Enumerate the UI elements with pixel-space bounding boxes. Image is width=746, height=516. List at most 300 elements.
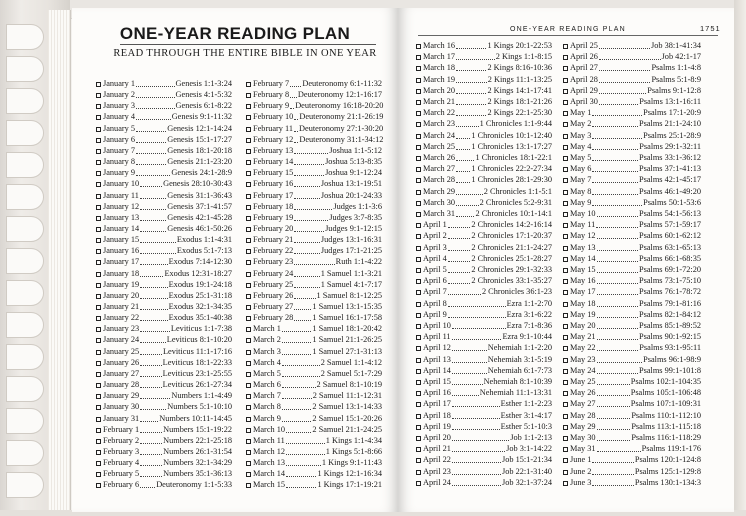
reading-entry [416,466,552,477]
checkbox-icon[interactable] [246,194,251,199]
reading-entry [563,174,701,185]
reading-entry [416,387,552,398]
checkbox-icon[interactable] [246,82,251,87]
checkbox-icon[interactable] [246,338,251,343]
checkbox-icon[interactable] [96,160,101,165]
checkbox-icon[interactable] [416,369,421,374]
checkbox-icon[interactable] [416,481,421,486]
checkbox-icon[interactable] [246,294,251,299]
entry-date: January 25 [103,346,140,356]
entry-date: March 25 [423,141,456,151]
checkbox-icon[interactable] [246,450,251,455]
checkbox-icon[interactable] [416,66,421,71]
checkbox-icon[interactable] [563,358,568,363]
dot-leader [456,70,486,71]
reading-entry [246,78,382,89]
reading-entry [246,268,382,279]
checkbox-icon[interactable] [416,78,421,83]
checkbox-icon[interactable] [563,234,568,239]
checkbox-icon[interactable] [563,167,568,172]
checkbox-icon[interactable] [563,425,568,430]
checkbox-icon[interactable] [246,327,251,332]
entry-reading: Esther 1:1-2:23 [500,399,552,409]
dot-leader [597,406,630,407]
checkbox-icon[interactable] [563,436,568,441]
checkbox-icon[interactable] [246,115,251,120]
reading-entry [96,245,232,256]
checkbox-icon[interactable] [246,283,251,288]
reading-entry [96,201,232,212]
checkbox-icon[interactable] [416,380,421,385]
reading-entry [563,298,701,309]
checkbox-icon[interactable] [96,82,101,87]
entry-reading: Psalms 82:1-84:12 [639,309,701,319]
entry-reading: Psalms 99:1-101:8 [639,365,701,375]
dot-leader [599,70,651,71]
checkbox-icon[interactable] [246,182,251,187]
reading-entry [416,130,552,141]
entry-date: April 30 [570,97,598,106]
checkbox-icon[interactable] [96,260,101,265]
thumb-tab [6,376,44,402]
reading-entry [96,223,232,234]
reading-entry [416,443,552,454]
checkbox-icon[interactable] [246,160,251,165]
entry-date: March 18 [423,63,456,73]
entry-date: January 9 [103,168,136,178]
reading-entry [246,457,382,468]
dot-leader [140,454,162,455]
entry-reading: Numbers 32:1-34:29 [163,458,232,468]
reading-entry [416,354,552,365]
checkbox-icon[interactable] [416,470,421,475]
checkbox-icon[interactable] [416,190,421,195]
entry-reading: Joshua 20:1-24:33 [320,190,382,200]
entry-reading: Numbers 35:1-36:13 [163,469,232,479]
checkbox-icon[interactable] [416,212,421,217]
checkbox-icon[interactable] [563,89,568,94]
entry-date: March 22 [423,108,456,118]
checkbox-icon[interactable] [246,104,251,109]
dot-leader [597,350,639,351]
checkbox-icon[interactable] [563,246,568,251]
entry-date: April 16 [423,388,451,398]
entry-date: January 5 [103,123,136,133]
checkbox-icon[interactable] [416,134,421,139]
checkbox-icon[interactable] [563,212,568,217]
checkbox-icon[interactable] [96,138,101,143]
entry-reading: 2 Kings 8:16-10:36 [487,63,552,73]
entry-date: February 9 [253,101,290,111]
checkbox-icon[interactable] [416,44,421,49]
entry-date: April 3 [423,242,447,252]
checkbox-icon[interactable] [96,294,101,299]
checkbox-icon[interactable] [563,44,568,49]
checkbox-icon[interactable] [416,257,421,262]
checkbox-icon[interactable] [416,156,421,161]
checkbox-icon[interactable] [563,290,568,295]
checkbox-icon[interactable] [416,100,421,105]
checkbox-icon[interactable] [96,316,101,321]
entry-date: February 28 [253,313,294,323]
checkbox-icon[interactable] [96,149,101,154]
reading-entry [96,446,232,457]
checkbox-icon[interactable] [416,324,421,329]
checkbox-icon[interactable] [416,425,421,430]
entry-date: February 10 [253,112,294,122]
entry-date: February 16 [253,179,294,189]
checkbox-icon[interactable] [96,227,101,232]
dot-leader [286,443,325,444]
checkbox-icon[interactable] [563,178,568,183]
checkbox-icon[interactable] [563,447,568,452]
checkbox-icon[interactable] [563,156,568,161]
checkbox-icon[interactable] [416,346,421,351]
entry-reading: Esther 5:1-10:3 [500,421,552,431]
thumb-tab [6,56,44,82]
checkbox-icon[interactable] [96,417,101,422]
checkbox-icon[interactable] [416,89,421,94]
checkbox-icon[interactable] [246,461,251,466]
dot-leader [456,48,486,49]
checkbox-icon[interactable] [416,458,421,463]
reading-entry [96,312,232,323]
checkbox-icon[interactable] [563,458,568,463]
entry-reading: Psalms 54:1-56:13 [639,209,701,218]
checkbox-icon[interactable] [563,402,568,407]
checkbox-icon[interactable] [96,171,101,176]
dot-leader [286,476,316,477]
checkbox-icon[interactable] [563,346,568,351]
checkbox-icon[interactable] [96,194,101,199]
checkbox-icon[interactable] [416,335,421,340]
checkbox-icon[interactable] [96,283,101,288]
checkbox-icon[interactable] [563,55,568,60]
checkbox-icon[interactable] [416,178,421,183]
checkbox-icon[interactable] [563,279,568,284]
checkbox-icon[interactable] [416,391,421,396]
checkbox-icon[interactable] [563,134,568,139]
entry-date: April 25 [570,41,598,50]
checkbox-icon[interactable] [246,249,251,254]
checkbox-icon[interactable] [563,369,568,374]
checkbox-icon[interactable] [416,268,421,273]
entry-reading: 1 Chronicles 13:1-17:27 [471,141,552,151]
entry-reading: 1 Samuel 1:1-3:21 [320,268,382,278]
checkbox-icon[interactable] [416,145,421,150]
checkbox-icon[interactable] [416,436,421,441]
reading-entry [563,365,701,376]
checkbox-icon[interactable] [246,483,251,488]
entry-date: April 5 [423,265,447,274]
checkbox-icon[interactable] [96,394,101,399]
checkbox-icon[interactable] [96,104,101,109]
checkbox-icon[interactable] [416,290,421,295]
reading-entry [246,368,382,379]
checkbox-icon[interactable] [246,350,251,355]
dot-leader [448,261,471,262]
checkbox-icon[interactable] [246,417,251,422]
checkbox-icon[interactable] [96,472,101,477]
dot-leader [599,59,661,60]
checkbox-icon[interactable] [416,223,421,228]
checkbox-icon[interactable] [96,405,101,410]
checkbox-icon[interactable] [246,216,251,221]
checkbox-icon[interactable] [96,428,101,433]
checkbox-icon[interactable] [563,145,568,150]
entry-date: March 7 [253,391,281,401]
dot-leader [452,462,501,463]
entry-reading: Exodus 32:1-34:35 [168,302,232,311]
checkbox-icon[interactable] [246,305,251,310]
checkbox-icon[interactable] [563,414,568,419]
dot-leader [140,443,162,444]
checkbox-icon[interactable] [563,313,568,318]
checkbox-icon[interactable] [416,279,421,284]
checkbox-icon[interactable] [416,447,421,452]
checkbox-icon[interactable] [96,205,101,210]
entry-date: March 4 [253,357,281,367]
entry-reading: Psalms 25:1-28:9 [643,130,701,140]
entry-reading: Psalms 113:1-115:18 [631,421,701,431]
entry-reading: Nehemiah 1:1-2:20 [487,343,552,353]
checkbox-icon[interactable] [563,257,568,262]
thumb-tab [6,216,44,242]
reading-entry [416,320,552,331]
checkbox-icon[interactable] [416,414,421,419]
entry-date: April 22 [423,455,451,465]
checkbox-icon[interactable] [96,461,101,466]
checkbox-icon[interactable] [96,305,101,310]
entry-reading: Psalms 60:1-62:12 [639,231,701,241]
checkbox-icon[interactable] [96,350,101,355]
entry-reading: Nehemiah 3:1-5:19 [487,354,552,364]
reading-entry [96,401,232,412]
entry-date: January 16 [103,246,140,256]
checkbox-icon[interactable] [246,149,251,154]
thumb-tab [6,472,44,498]
entry-reading: Job 42:1-17 [661,52,701,62]
checkbox-icon[interactable] [96,272,101,277]
checkbox-icon[interactable] [416,122,421,127]
dot-leader [136,142,166,143]
reading-entry [416,331,552,342]
reading-entry [563,141,701,152]
checkbox-icon[interactable] [96,327,101,332]
reading-entry [246,89,382,100]
checkbox-icon[interactable] [96,115,101,120]
checkbox-icon[interactable] [416,246,421,251]
reading-entry [416,219,552,230]
entry-date: April 9 [423,309,447,319]
checkbox-icon[interactable] [246,93,251,98]
checkbox-icon[interactable] [563,78,568,83]
checkbox-icon[interactable] [416,402,421,407]
checkbox-icon[interactable] [563,324,568,329]
checkbox-icon[interactable] [246,272,251,277]
checkbox-icon[interactable] [96,182,101,187]
checkbox-icon[interactable] [246,405,251,410]
reading-entry [416,118,552,129]
checkbox-icon[interactable] [416,167,421,172]
reading-entry [246,334,382,345]
dot-leader [140,276,163,277]
dot-leader [456,205,479,206]
checkbox-icon[interactable] [563,268,568,273]
reading-entry [246,346,382,357]
reading-entry [96,413,232,424]
checkbox-icon[interactable] [246,361,251,366]
checkbox-icon[interactable] [96,93,101,98]
entry-date: April 20 [423,433,451,442]
checkbox-icon[interactable] [563,223,568,228]
entry-date: January 20 [103,290,140,300]
dot-leader [599,48,650,49]
reading-entry [246,111,382,122]
entry-reading: Nehemiah 8:1-10:39 [483,377,552,386]
entry-date: April 4 [423,253,447,263]
dot-leader [456,138,470,139]
checkbox-icon[interactable] [563,111,568,116]
checkbox-icon[interactable] [246,127,251,132]
thumb-tab [6,24,44,50]
checkbox-icon[interactable] [246,238,251,243]
checkbox-icon[interactable] [246,138,251,143]
reading-entry [416,432,552,443]
reading-entry [246,357,382,368]
entry-reading: Exodus 35:1-40:38 [168,313,232,323]
entry-reading: Psalms 90:1-92:15 [639,332,701,342]
dot-leader [140,421,158,422]
checkbox-icon[interactable] [416,201,421,206]
checkbox-icon[interactable] [246,316,251,321]
checkbox-icon[interactable] [416,55,421,60]
dot-leader [140,342,166,343]
entry-date: May 31 [570,444,596,454]
reading-entry [246,301,382,312]
checkbox-icon[interactable] [416,313,421,318]
entry-date: February 25 [253,279,294,289]
checkbox-icon[interactable] [246,260,251,265]
dot-leader [140,409,166,410]
entry-date: March 11 [253,435,285,445]
checkbox-icon[interactable] [96,483,101,488]
entry-date: January 24 [103,335,140,345]
checkbox-icon[interactable] [246,171,251,176]
entry-date: February 4 [103,458,140,468]
dot-leader [452,339,502,340]
checkbox-icon[interactable] [246,428,251,433]
dot-leader [456,104,486,105]
checkbox-icon[interactable] [96,383,101,388]
entry-reading: Job 3:1-14:22 [506,444,552,454]
reading-entry [96,346,232,357]
entry-date: March 29 [423,186,456,196]
dot-leader [592,462,633,463]
dot-leader [294,253,320,254]
checkbox-icon[interactable] [563,391,568,396]
checkbox-icon[interactable] [96,361,101,366]
reading-entry [96,78,232,89]
checkbox-icon[interactable] [416,234,421,239]
entry-reading: 1 Chronicles 28:1-29:30 [471,175,552,185]
checkbox-icon[interactable] [563,481,568,486]
entry-date: May 23 [570,354,596,364]
checkbox-icon[interactable] [96,338,101,343]
entry-reading: Numbers 1:1-4:49 [171,391,232,401]
dot-leader [597,418,631,419]
checkbox-icon[interactable] [246,439,251,444]
reading-entry [416,309,552,320]
checkbox-icon[interactable] [96,216,101,221]
dot-leader [282,354,312,355]
entry-date: May 24 [570,365,596,375]
checkbox-icon[interactable] [563,66,568,71]
dot-leader [282,409,312,410]
checkbox-icon[interactable] [96,439,101,444]
reading-entry [96,334,232,345]
entry-date: May 15 [570,265,596,274]
thumb-tab [6,440,44,466]
checkbox-icon[interactable] [246,472,251,477]
checkbox-icon[interactable] [96,238,101,243]
checkbox-icon[interactable] [563,122,568,127]
checkbox-icon[interactable] [416,302,421,307]
entry-reading: Psalms 105:1-106:48 [630,388,701,398]
entry-date: March 19 [423,74,456,84]
entry-reading: Psalms 5:1-8:9 [651,74,701,84]
entry-reading: 1 Samuel 16:1-17:58 [312,313,382,323]
checkbox-icon[interactable] [246,205,251,210]
checkbox-icon[interactable] [416,358,421,363]
dot-leader [140,264,167,265]
entry-reading: Psalms 37:1-41:13 [639,164,701,174]
checkbox-icon[interactable] [563,100,568,105]
entry-reading: Genesis 6:1-8:22 [175,101,232,111]
entry-reading: Psalms 9:1-12:8 [647,85,701,95]
dot-leader [456,149,470,150]
entry-reading: 1 Kings 5:1-8:66 [325,446,382,456]
checkbox-icon[interactable] [563,201,568,206]
entry-date: May 30 [570,433,596,442]
entry-reading: Psalms 79:1-81:16 [639,298,701,308]
checkbox-icon[interactable] [96,450,101,455]
entry-reading: Judges 9:1-12:15 [325,223,382,233]
checkbox-icon[interactable] [563,190,568,195]
entry-date: January 11 [103,190,139,200]
reading-entry [563,264,701,275]
checkbox-icon[interactable] [246,394,251,399]
entry-reading: Psalms 69:1-72:20 [639,265,701,274]
checkbox-icon[interactable] [96,372,101,377]
entry-reading: Psalms 73:1-75:10 [639,276,701,286]
checkbox-icon[interactable] [563,302,568,307]
checkbox-icon[interactable] [563,335,568,340]
checkbox-icon[interactable] [246,383,251,388]
checkbox-icon[interactable] [246,227,251,232]
entry-reading: Nehemiah 6:1-7:73 [487,365,552,375]
entry-reading: 2 Chronicles 1:1-5:1 [483,186,552,196]
checkbox-icon[interactable] [246,372,251,377]
entry-date: January 13 [103,212,140,222]
checkbox-icon[interactable] [96,127,101,132]
checkbox-icon[interactable] [563,380,568,385]
dot-leader [597,250,638,251]
checkbox-icon[interactable] [563,470,568,475]
checkbox-icon[interactable] [416,111,421,116]
checkbox-icon[interactable] [96,249,101,254]
entry-reading: 1 Samuel 4:1-7:17 [320,279,382,289]
